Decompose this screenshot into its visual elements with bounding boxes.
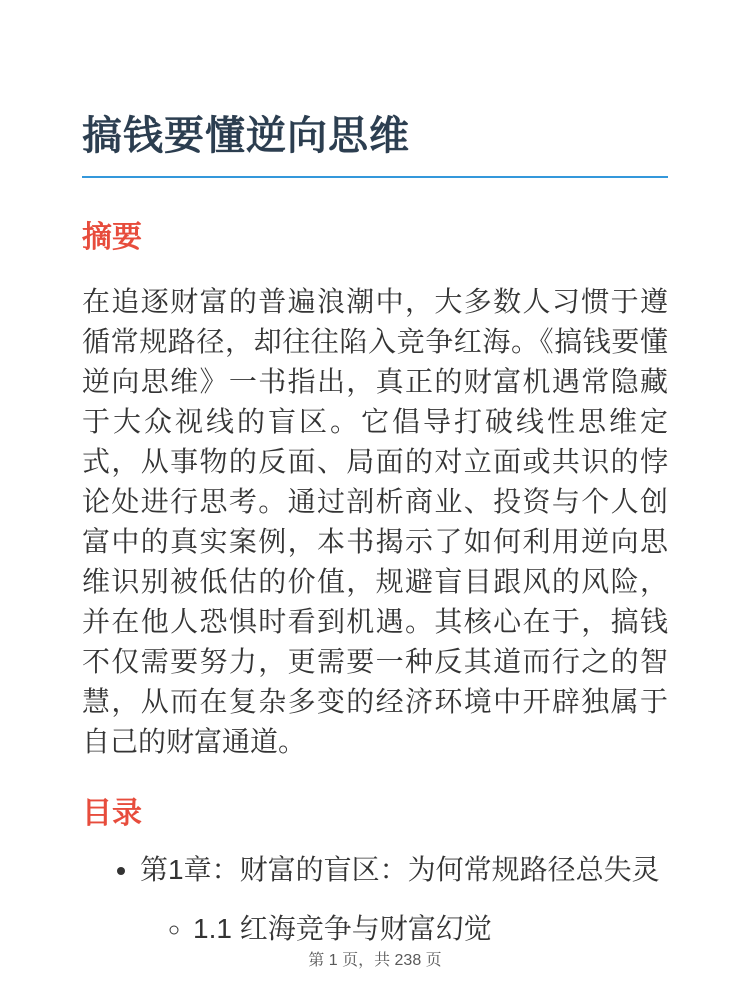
toc-item-label: 第1章：财富的盲区：为何常规路径总失灵 — [140, 854, 660, 885]
toc-subitem-label: 1.1 红海竞争与财富幻觉 — [193, 913, 492, 944]
toc-heading: 目录 — [82, 797, 142, 830]
abstract-heading: 摘要 — [82, 221, 142, 254]
toc-item-chapter-1 — [140, 850, 668, 949]
document-title: 搞钱要懂逆向思维 — [82, 114, 410, 158]
title-divider — [82, 176, 668, 178]
toc-subitem-1-1 — [193, 909, 668, 949]
toc-sublist-chapter-1 — [140, 909, 668, 949]
page-number-indicator: 第 1 页，共 238 页 — [308, 952, 442, 969]
abstract-paragraph: 在追逐财富的普遍浪潮中，大多数人习惯于遵循常规路径，却往往陷入竞争红海。《搞钱要懂逆向思维》一书指出，真正的财富机遇常隐藏于大众视线的盲区。它倡导打破线性思维定式，从事物的反面、局面的对立面或共识的悖论处进行思考。通过剖析商业、投资与个人创富中的真实案例，本书揭示了如何利用逆向思维识别被低估的价值，规避盲目跟风的风险，并在他人恐惧时看到机遇。其核心在于，搞钱不仅需要努力，更需要一种反其道而行之的智慧，从而在复杂多变的经济环境中开辟独属于自己的财富通道。 — [82, 286, 668, 757]
toc-list — [82, 850, 668, 949]
